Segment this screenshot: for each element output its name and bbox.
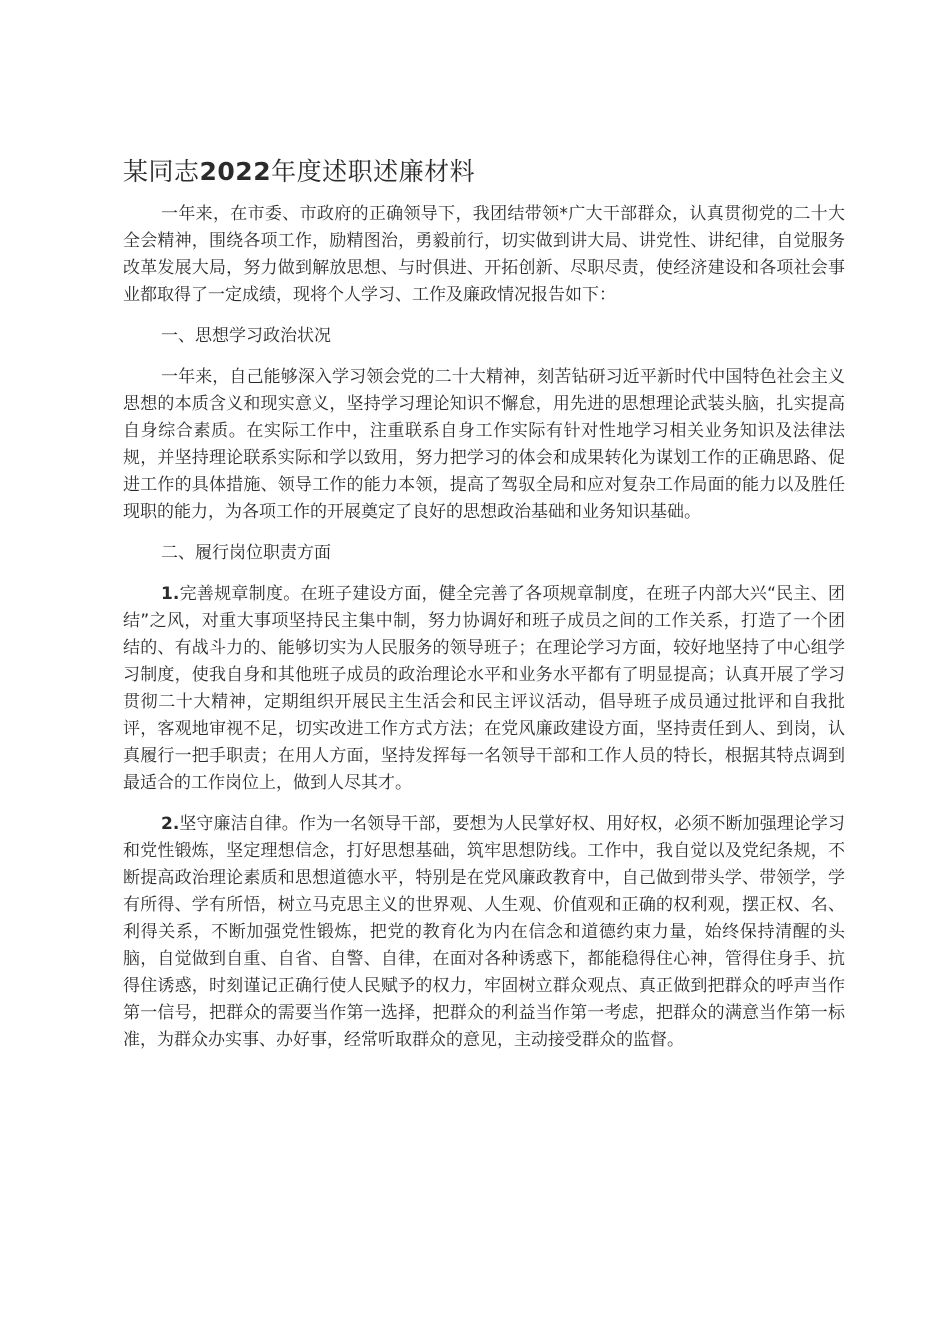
section-1-heading: 一、思想学习政治状况 <box>161 326 331 346</box>
item-2-body: 坚守廉洁自律。作为一名领导干部，要想为人民掌好权、用好权，必须不断加强理论学习和党性锻炼，坚定理想信念，打好思想基础，筑牢思想防线。工作中，我自觉以及党纪条规，不断提高政治理论素质和思想道德水平，特别是在党风廉政教育中，自己做到带头学、带领学，学有所得、学有所悟，树立马克思主义的世界观、人生观、价值观和正确的权利观，摆正权、名、利得关系，不断加强党性锻炼，把党的教育化为内在信念和道德约束力量，始终保持清醒的头脑，自觉做到自重、自省、自警、自律，在面对各种诱惑下，都能稳得住心神，管得住身手、抗得住诱惑，时刻谨记正确行使人民赋予的权力，牢固树立群众观点、真正做到把群众的呼声当作第一信号，把群众的需要当作第一选择，把群众的利益当作第一考虑，把群众的满意当作第一标准，为群众办实事、办好事，经常听取群众的意见，主动接受群众的监督。 <box>123 814 845 1050</box>
document-title <box>123 150 845 194</box>
item-1-body: 完善规章制度。在班子建设方面，健全完善了各项规章制度，在班子内部大兴“民主、团结”之风，对重大事项坚持民主集中制，努力协调好和班子成员之间的工作关系，打造了一个团结的、有战斗力的、能够切实为人民服务的领导班子；在理论学习方面，较好地坚持了中心组学习制度，使我自身和其他班子成员的政治理论水平和业务水平都有了明显提高；认真开展了学习贯彻二十大精神，定期组织开展民主生活会和民主评议活动，倡导班子成员通过批评和自我批评，客观地审视不足，切实改进工作方式方法；在党风廉政建设方面，坚持责任到人、到岗，认真履行一把手职责；在用人方面，坚持发挥每一名领导干部和工作人员的特长，根据其特点调到最适合的工作岗位上，做到人尽其才。 <box>123 584 845 793</box>
section-2-heading: 二、履行岗位职责方面 <box>161 543 331 563</box>
document-page <box>123 150 845 1068</box>
title-prefix: 某同志 <box>123 157 200 186</box>
section-1-paragraph: 一年来，自己能够深入学习领会党的二十大精神，刻苦钻研习近平新时代中国特色社会主义思想的本质含义和现实意义，坚持学习理论知识不懈怠，用先进的思想理论武装头脑，扎实提高自身综合素质。在实际工作中，注重联系自身工作实际有针对性地学习相关业务知识及法律法规，并坚持理论联系实际和学以致用，努力把学习的体会和成果转化为谋划工作的正确思路、促进工作的具体措施、领导工作的能力本领，提高了驾驭全局和应对复杂工作局面的能力以及胜任现职的能力，为各项工作的开展奠定了良好的思想政治基础和业务知识基础。 <box>123 367 845 522</box>
section-2-item-1 <box>123 581 845 797</box>
item-2-number: 2. <box>161 814 180 834</box>
item-1-number: 1. <box>161 584 180 604</box>
title-suffix: 年度述职述廉材料 <box>271 157 476 186</box>
title-year: 2022 <box>199 157 272 186</box>
intro-paragraph: 一年来，在市委、市政府的正确领导下，我团结带领*广大干部群众，认真贯彻党的二十大全会精神，围绕各项工作，励精图治，勇毅前行，切实做到讲大局、讲党性、讲纪律，自觉服务改革发展大局，努力做到解放思想、与时俱进、开拓创新、尽职尽责，使经济建设和各项社会事业都取得了一定成绩，现将个人学习、工作及廉政情况报告如下： <box>123 204 845 305</box>
section-2-item-2 <box>123 811 845 1054</box>
